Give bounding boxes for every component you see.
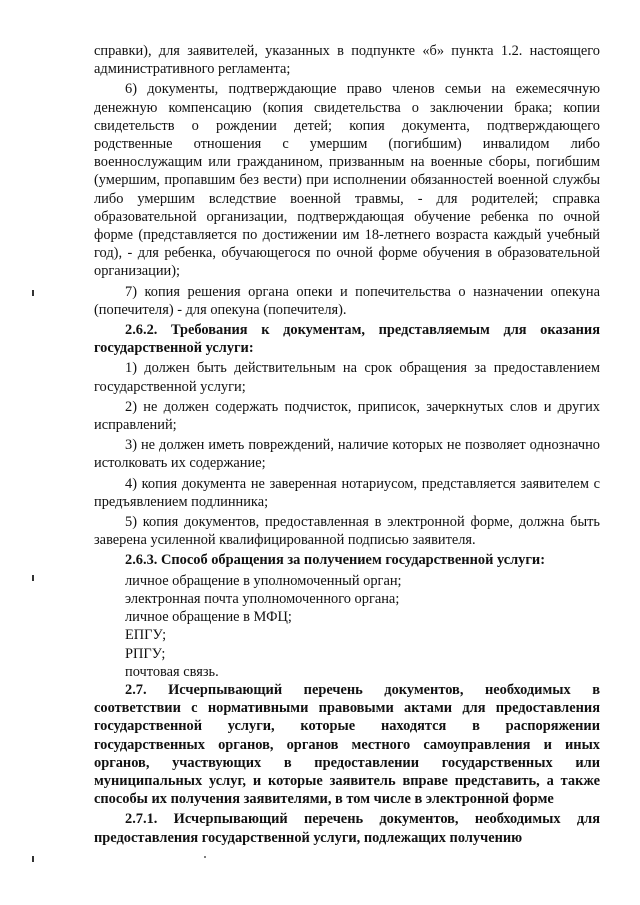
binding-mark bbox=[32, 575, 34, 581]
requirement-3: 3) не должен иметь повреждений, наличие которых не позволяет однозначно истолковать их содержание; bbox=[94, 437, 600, 472]
heading-2-6-2: 2.6.2. Требования к документам, представляемым для оказания государственной услуги: bbox=[94, 322, 600, 357]
way-item: ЕПГУ; bbox=[125, 627, 167, 644]
document-page bbox=[94, 42, 600, 849]
way-item: почтовая связь. bbox=[125, 663, 219, 680]
way-item: личное обращение в МФЦ; bbox=[125, 609, 292, 626]
paragraph-item-6: 6) документы, подтверждающие право членов семьи на ежемесячную денежную компенсацию (копия свидетельства о заключении брака; копии свидетельств о рождении детей; копия документа, подтверждающего родственные отношения с умершим (погибшим) инвалидом либо военнослужащим или гражданином, призванным на военные сборы, погибшим (умершим, пропавшим без вести) при исполнении обязанностей военной службы либо умершим вследствие военной травмы, - для родителей; справка образовательной организации, подтверждающая обучение ребенка по очной форме (представляется по достижении им 18-летнего возраста каждый учебный год), - для ребенка, обучающегося по очной форме обучения в образовательной организации); bbox=[94, 81, 600, 280]
way-item: личное обращение в уполномоченный орган; bbox=[125, 572, 402, 589]
binding-mark bbox=[32, 856, 34, 862]
way-item: РПГУ; bbox=[125, 645, 166, 662]
paragraph-item-7: 7) копия решения органа опеки и попечительства о назначении опекуна (попечителя) - для опекуна (попечителя). bbox=[94, 283, 600, 318]
heading-2-6-3: 2.6.3. Способ обращения за получением государственной услуги: bbox=[125, 552, 545, 569]
requirement-1: 1) должен быть действительным на срок обращения за предоставлением государственной услуги; bbox=[94, 360, 600, 395]
requirement-2: 2) не должен содержать подчисток, приписок, зачеркнутых слов и других исправлений; bbox=[94, 398, 600, 434]
scan-speck bbox=[204, 856, 206, 858]
requirement-5: 5) копия документов, предоставленная в электронной форме, должна быть заверена усиленной квалифицированной подписью заявителя. bbox=[94, 514, 600, 549]
way-item: электронная почта уполномоченного органа; bbox=[125, 590, 400, 607]
heading-2-7-1: 2.7.1. Исчерпывающий перечень документов, необходимых для предоставления государственной услуги, подлежащих получению bbox=[94, 811, 600, 846]
heading-2-7: 2.7. Исчерпывающий перечень документов, необходимых в соответствии с нормативными правовыми актами для предоставления государственной услуги, которые находятся в распоряжении государственных органов, органов местного самоуправления и иных органов, участвующих в предоставлении государственных или муниципальных услуг, и которые заявитель вправе представить, а также способы их получения заявителями, в том числе в электронной форме bbox=[94, 681, 600, 808]
binding-mark bbox=[32, 290, 34, 296]
paragraph-certificate-note: справки), для заявителей, указанных в подпункте «б» пункта 1.2. настоящего административного регламента; bbox=[94, 43, 600, 78]
requirement-4: 4) копия документа не заверенная нотариусом, представляется заявителем с предъявлением подлинника; bbox=[94, 475, 600, 510]
